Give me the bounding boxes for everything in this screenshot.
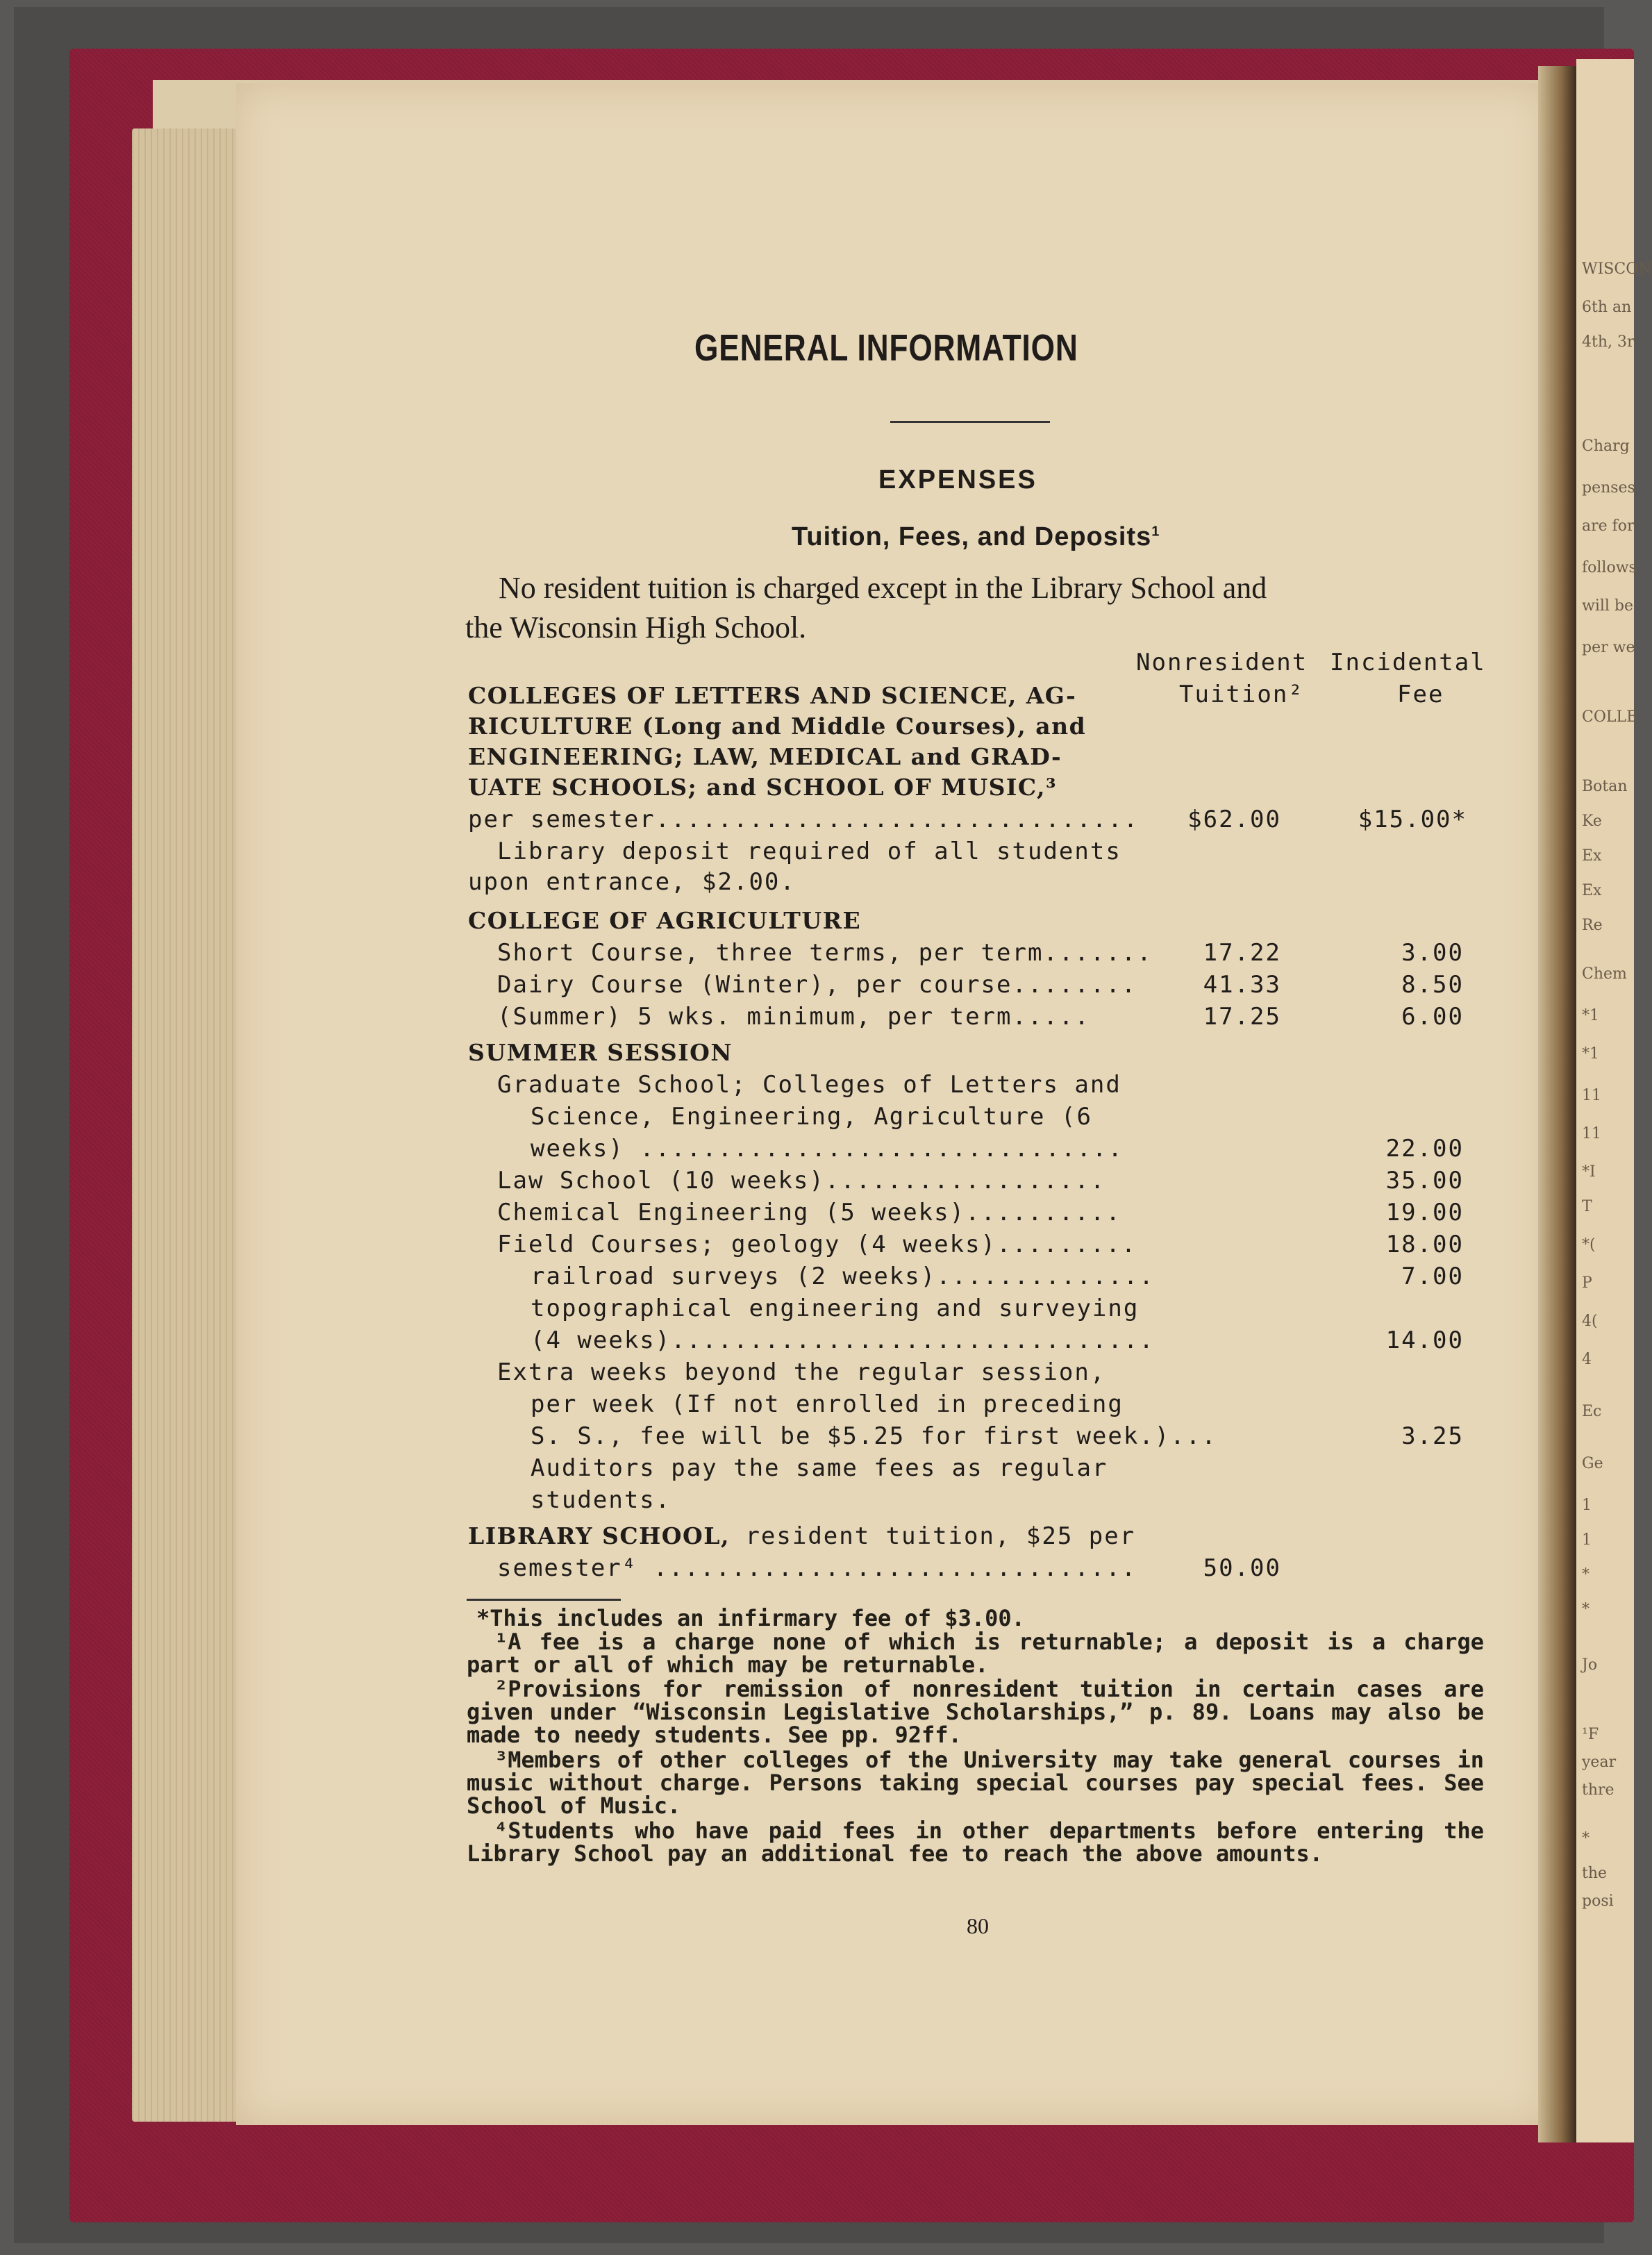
- summer-row-label: topographical engineering and surveying: [531, 1295, 1140, 1322]
- facing-text: posi: [1582, 1892, 1614, 1910]
- summer-heading: SUMMER SESSION: [468, 1039, 733, 1066]
- fee-value: 35.00: [1385, 1167, 1464, 1195]
- facing-text: Botan: [1582, 778, 1628, 795]
- library-deposit-note: Library deposit required of all students: [497, 838, 1121, 865]
- library-school-line: semester⁴ ...............................: [497, 1554, 1137, 1582]
- library-school-heading: LIBRARY SCHOOL,: [468, 1522, 730, 1549]
- subsection-text: Tuition, Fees, and Deposits: [792, 522, 1152, 551]
- section-heading: EXPENSES: [878, 465, 1037, 494]
- colleges-heading: UATE SCHOOLS; and SCHOOL OF MUSIC,³: [468, 774, 1057, 801]
- footnote: *This includes an infirmary fee of $3.00.: [476, 1605, 1025, 1631]
- facing-text: Ge: [1582, 1455, 1603, 1472]
- summer-row-label: Auditors pay the same fees as regular: [531, 1454, 1108, 1482]
- intro-paragraph: [465, 568, 1486, 647]
- facing-text: *: [1582, 1566, 1590, 1583]
- fee-value: 18.00: [1385, 1231, 1464, 1258]
- footnote: ¹A fee is a charge none of which is returnable; a deposit is a charge part or all of which may be returnable.: [467, 1629, 1484, 1678]
- col-header-nonresident: Nonresident: [1136, 649, 1308, 676]
- facing-text: *1: [1582, 1045, 1599, 1063]
- facing-text: will be: [1582, 597, 1634, 615]
- footnote: ²Provisions for remission of nonresident tuition in certain cases are given under “Wisconsin Legislative Scholarships,” p. 89. Loans may also be made to needy students. See pp. 92ff.: [467, 1676, 1484, 1748]
- facing-text: Re: [1582, 917, 1603, 934]
- col-header-tuition: Tuition²: [1179, 681, 1304, 708]
- fee-value: 6.00: [1401, 1003, 1464, 1031]
- summer-row-label: weeks) ...............................: [531, 1135, 1124, 1163]
- footnote: ⁴Students who have paid fees in other departments before entering the Library School pay an additional fee to reach the above amounts.: [467, 1817, 1484, 1867]
- fee-value: 3.00: [1401, 939, 1464, 967]
- facing-text: 1: [1582, 1531, 1592, 1549]
- summer-row-label: Extra weeks beyond the regular session,: [497, 1358, 1106, 1386]
- colleges-per-semester: per semester...............................: [468, 806, 1140, 833]
- facing-text: follows: [1582, 559, 1637, 576]
- tuition-value: 50.00: [1203, 1554, 1281, 1582]
- facing-text: per we: [1582, 639, 1635, 656]
- facing-text: *I: [1582, 1163, 1596, 1181]
- summer-row-label: Field Courses; geology (4 weeks).........: [497, 1231, 1137, 1258]
- tuition-value: 17.25: [1203, 1003, 1281, 1031]
- facing-text: 4(: [1582, 1313, 1598, 1330]
- facing-text: Chem: [1582, 965, 1627, 983]
- library-school-text: resident tuition, $25 per: [729, 1522, 1136, 1550]
- facing-text: 4: [1582, 1351, 1592, 1368]
- summer-row-label: S. S., fee will be $5.25 for first week.)...: [531, 1422, 1217, 1450]
- subsection-heading: [792, 522, 1160, 552]
- col-header-incidental: Incidental: [1330, 649, 1486, 676]
- footnote: ³Members of other colleges of the University may take general courses in music without charge. Persons taking special courses pay special fees. See School of Music.: [467, 1747, 1484, 1819]
- summer-row-label: Graduate School; Colleges of Letters and: [497, 1071, 1121, 1099]
- fee-value: 22.00: [1385, 1135, 1464, 1163]
- colleges-heading: COLLEGES OF LETTERS AND SCIENCE, AG-: [468, 682, 1077, 709]
- footnote-divider: [467, 1599, 621, 1601]
- facing-text: are for: [1582, 517, 1635, 535]
- summer-row-label: railroad surveys (2 weeks)..............: [531, 1263, 1155, 1290]
- facing-text: *1: [1582, 1007, 1599, 1024]
- agriculture-heading: COLLEGE OF AGRICULTURE: [468, 907, 862, 934]
- tuition-value: 41.33: [1203, 971, 1281, 999]
- summer-row-label: students.: [531, 1486, 671, 1514]
- facing-text: *(: [1582, 1236, 1596, 1254]
- facing-text: 6th an: [1582, 299, 1632, 316]
- summer-row-label: Law School (10 weeks)..................: [497, 1167, 1106, 1195]
- facing-text: Ex: [1582, 847, 1602, 865]
- facing-text: T: [1582, 1198, 1592, 1215]
- library-deposit-note: upon entrance, $2.00.: [468, 868, 796, 896]
- title-divider: [890, 421, 1050, 423]
- facing-text: P: [1582, 1274, 1592, 1292]
- tuition-value: 17.22: [1203, 939, 1281, 967]
- facing-text: year: [1582, 1754, 1617, 1771]
- facing-text: the: [1582, 1865, 1608, 1882]
- fee-value: 8.50: [1401, 971, 1464, 999]
- facing-text: *: [1582, 1830, 1590, 1847]
- summer-row-label: (4 weeks)...............................: [531, 1326, 1155, 1354]
- col-header-fee: Fee: [1397, 681, 1444, 708]
- agriculture-row-label: Short Course, three terms, per term.......: [497, 939, 1153, 967]
- facing-text: thre: [1582, 1781, 1615, 1799]
- fee-value: 7.00: [1401, 1263, 1464, 1290]
- facing-text: 1: [1582, 1497, 1592, 1514]
- library-school-line: [468, 1522, 1135, 1550]
- facing-text: *: [1582, 1601, 1590, 1618]
- facing-text: penses: [1582, 479, 1635, 497]
- agriculture-row-label: Dairy Course (Winter), per course........: [497, 971, 1137, 999]
- facing-text: Ec: [1582, 1403, 1602, 1420]
- facing-text: WISCON: [1582, 260, 1652, 278]
- tuition-value: $62.00: [1187, 806, 1281, 833]
- fee-value: 3.25: [1401, 1422, 1464, 1450]
- facing-text: 4th, 3r: [1582, 333, 1635, 351]
- facing-text: Charg: [1582, 438, 1630, 455]
- colleges-heading: ENGINEERING; LAW, MEDICAL and GRAD-: [468, 743, 1062, 770]
- intro-line: the Wisconsin High School.: [465, 610, 807, 644]
- facing-text: Ex: [1582, 882, 1602, 899]
- fee-value: $15.00*: [1358, 806, 1467, 833]
- fee-value: 19.00: [1385, 1199, 1464, 1226]
- facing-text: COLLE: [1582, 708, 1638, 726]
- facing-text: Ke: [1582, 813, 1602, 830]
- facing-text: 11: [1582, 1125, 1601, 1142]
- facing-text: ¹F: [1582, 1726, 1599, 1743]
- facing-text: 11: [1582, 1087, 1601, 1104]
- summer-row-label: per week (If not enrolled in preceding: [531, 1390, 1124, 1418]
- fee-value: 14.00: [1385, 1326, 1464, 1354]
- facing-text: Jo: [1582, 1656, 1598, 1674]
- summer-row-label: Chemical Engineering (5 weeks)..........: [497, 1199, 1121, 1226]
- agriculture-row-label: (Summer) 5 wks. minimum, per term.....: [497, 1003, 1090, 1031]
- page-number: 80: [967, 1913, 989, 1938]
- page-title: GENERAL INFORMATION: [694, 327, 1078, 369]
- footnote-ref: 1: [1151, 524, 1160, 540]
- summer-row-label: Science, Engineering, Agriculture (6: [531, 1103, 1092, 1131]
- intro-line: No resident tuition is charged except in the Library School and: [499, 571, 1267, 605]
- colleges-heading: RICULTURE (Long and Middle Courses), and: [468, 713, 1087, 740]
